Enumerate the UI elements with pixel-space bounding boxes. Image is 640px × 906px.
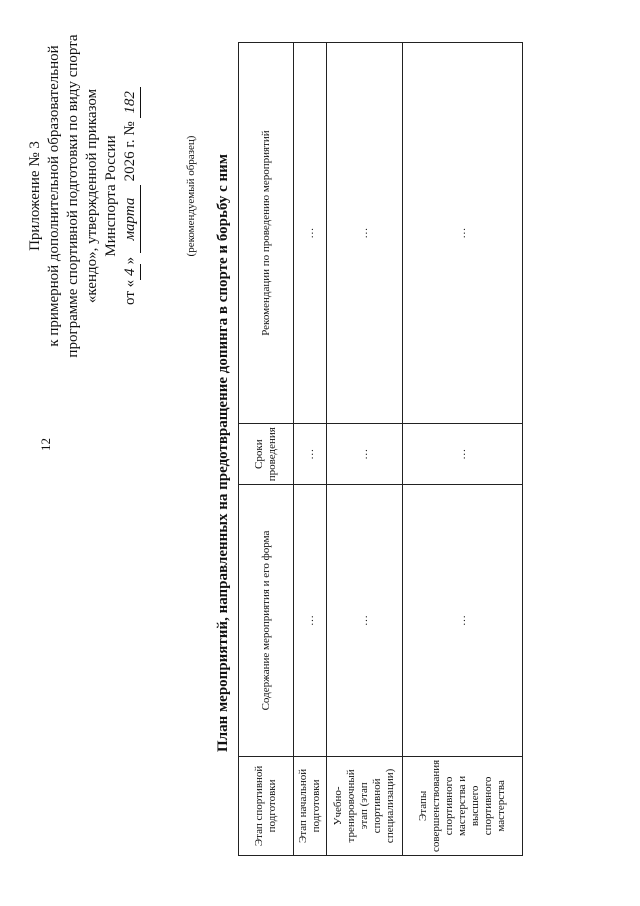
table-cell: … bbox=[403, 43, 523, 424]
table-row bbox=[403, 43, 523, 856]
table-cell: … bbox=[403, 485, 523, 757]
header-recommendations: Рекомендации по проведению мероприятий bbox=[239, 43, 294, 424]
order-year: 2026 г. № bbox=[122, 121, 138, 182]
table-cell: … bbox=[403, 424, 523, 485]
order-month: марта bbox=[121, 185, 141, 253]
table-cell: … bbox=[294, 485, 327, 757]
table-cell: Этапы совершенствования спортивного мастерства и высшего спортивного мастерства bbox=[403, 756, 523, 855]
page-number: 12 bbox=[38, 438, 53, 451]
table-cell: … bbox=[294, 43, 327, 424]
plan-title: План мероприятий, направленных на предотвращение допинга в спорте и борьбу с ним bbox=[215, 154, 231, 753]
recommended-sample-note: (рекомендуемый образец) bbox=[185, 135, 197, 257]
appendix-line-2: к примерной дополнительной образовательной bbox=[46, 45, 62, 347]
table-row bbox=[294, 43, 327, 856]
appendix-header bbox=[26, 6, 141, 386]
appendix-title: Приложение № 3 bbox=[27, 141, 43, 251]
order-number: 182 bbox=[121, 87, 141, 118]
date-mid: » bbox=[122, 256, 138, 265]
table-cell: … bbox=[327, 43, 403, 424]
table-header-row bbox=[239, 43, 294, 856]
table-cell: Учебно-тренировочный этап (этап спортивной специализации) bbox=[327, 756, 403, 855]
table-row bbox=[327, 43, 403, 856]
plan-table bbox=[238, 42, 523, 856]
header-dates: Сроки проведения bbox=[239, 424, 294, 485]
order-date-line bbox=[121, 6, 141, 386]
appendix-line-3: программе спортивной подготовки по виду спорта bbox=[65, 34, 81, 358]
header-stage: Этап спортивной подготовки bbox=[239, 756, 294, 855]
appendix-line-5: Минспорта России bbox=[103, 135, 119, 257]
table-cell: … bbox=[327, 424, 403, 485]
order-day: 4 bbox=[121, 264, 141, 280]
appendix-line-4: «кендо», утвержденной приказом bbox=[84, 88, 100, 304]
header-content: Содержание мероприятия и его форма bbox=[239, 485, 294, 757]
table-cell: … bbox=[327, 485, 403, 757]
table-cell: … bbox=[294, 424, 327, 485]
table-cell: Этап начальной подготовки bbox=[294, 756, 327, 855]
date-prefix: от « bbox=[122, 279, 138, 305]
